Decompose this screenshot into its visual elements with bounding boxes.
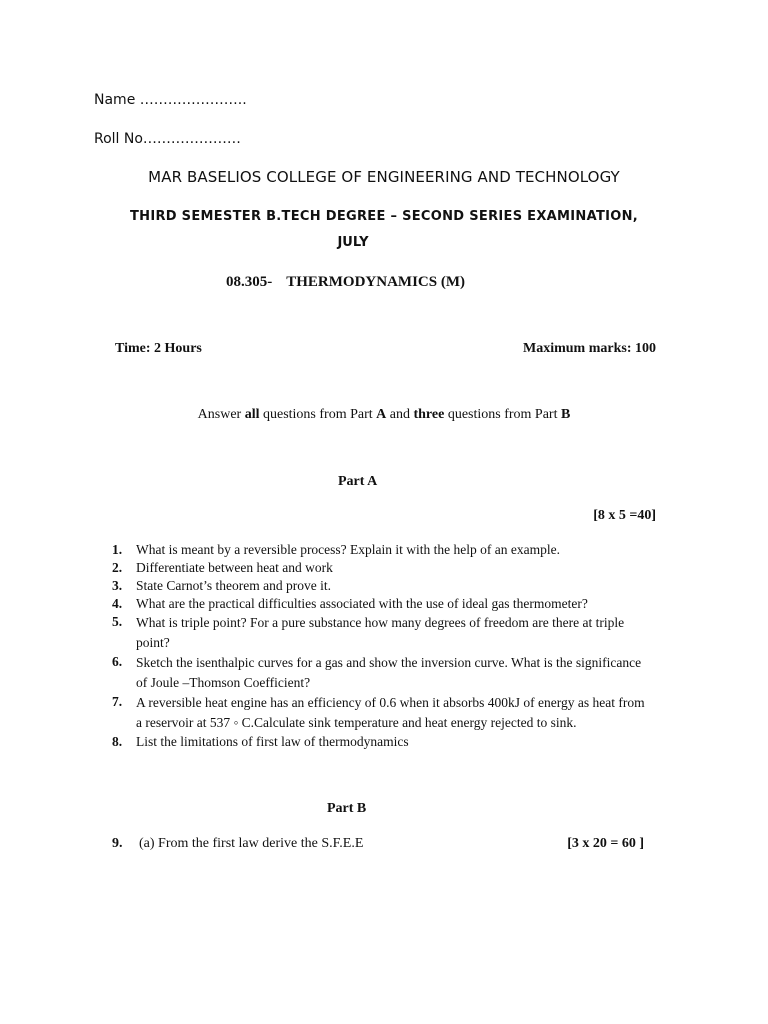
maximum-marks: Maximum marks: 100 — [523, 341, 656, 356]
question-number: 6. — [112, 654, 123, 669]
question-number: 3. — [112, 578, 123, 593]
part-a-heading: Part A — [338, 474, 378, 489]
question-number: 7. — [112, 694, 123, 709]
question-number: 4. — [112, 596, 123, 611]
course-heading — [226, 274, 465, 291]
question-text: Sketch the isenthalpic curves for a gas and show the inversion curve. What is the significance of Joule –Thomson Coefficient? — [136, 655, 642, 690]
question-number: 1. — [112, 542, 123, 557]
instr-text-1: Answer — [197, 407, 245, 422]
question-number: 5. — [112, 614, 123, 629]
instr-text-2: questions from Part — [259, 407, 377, 422]
exam-duration: Time: 2 Hours — [115, 341, 202, 356]
question-number: 9. — [112, 836, 123, 851]
question-item — [112, 733, 652, 751]
instr-bold-all: all — [244, 407, 260, 422]
part-a-marks: [8 x 5 =40] — [593, 508, 656, 523]
question-item — [112, 577, 652, 595]
instr-bold-b: B — [560, 407, 571, 422]
question-text: What is meant by a reversible process? Explain it with the help of an example. — [136, 542, 560, 557]
name-field-line: Name ………………….. — [94, 92, 247, 108]
question-item — [112, 693, 652, 733]
exam-title-line1: THIRD SEMESTER B.TECH DEGREE – SECOND SERIES EXAMINATION, — [129, 209, 639, 224]
question-number: 8. — [112, 734, 123, 749]
course-code: 08.305- — [226, 274, 273, 290]
question-number: 2. — [112, 560, 123, 575]
question-text: (a) From the first law derive the S.F.E.E — [139, 836, 364, 851]
course-title: THERMODYNAMICS (M) — [286, 274, 465, 290]
exam-title-line2: JULY — [337, 235, 369, 250]
instr-bold-three: three — [413, 407, 445, 422]
part-a-question-list — [112, 541, 652, 751]
question-text: State Carnot’s theorem and prove it. — [136, 578, 331, 593]
question-item — [112, 613, 652, 653]
question-text: List the limitations of first law of thermodynamics — [136, 734, 409, 749]
question-item — [112, 559, 652, 577]
instr-bold-a: A — [376, 407, 387, 422]
question-text: Differentiate between heat and work — [136, 560, 333, 575]
question-text: What is triple point? For a pure substance how many degrees of freedom are there at triple point? — [136, 615, 625, 650]
roll-no-field-line: Roll No………………… — [94, 131, 241, 147]
question-text: A reversible heat engine has an efficiency of 0.6 when it absorbs 400kJ of energy as heat from a reservoir at 537 ◦ C.Calculate sink temperature and heat energy rejected to sink. — [136, 695, 645, 730]
question-item — [112, 653, 652, 693]
part-b-heading: Part B — [327, 801, 367, 816]
instructions — [0, 407, 768, 423]
question-item — [112, 595, 652, 613]
instr-text-4: questions from Part — [444, 407, 561, 422]
part-b-marks: [3 x 20 = 60 ] — [567, 836, 644, 851]
college-name: MAR BASELIOS COLLEGE OF ENGINEERING AND TECHNOLOGY — [148, 168, 620, 186]
question-item — [112, 541, 652, 559]
question-text: What are the practical difficulties associated with the use of ideal gas thermometer? — [136, 596, 588, 611]
instr-text-3: and — [386, 407, 414, 422]
